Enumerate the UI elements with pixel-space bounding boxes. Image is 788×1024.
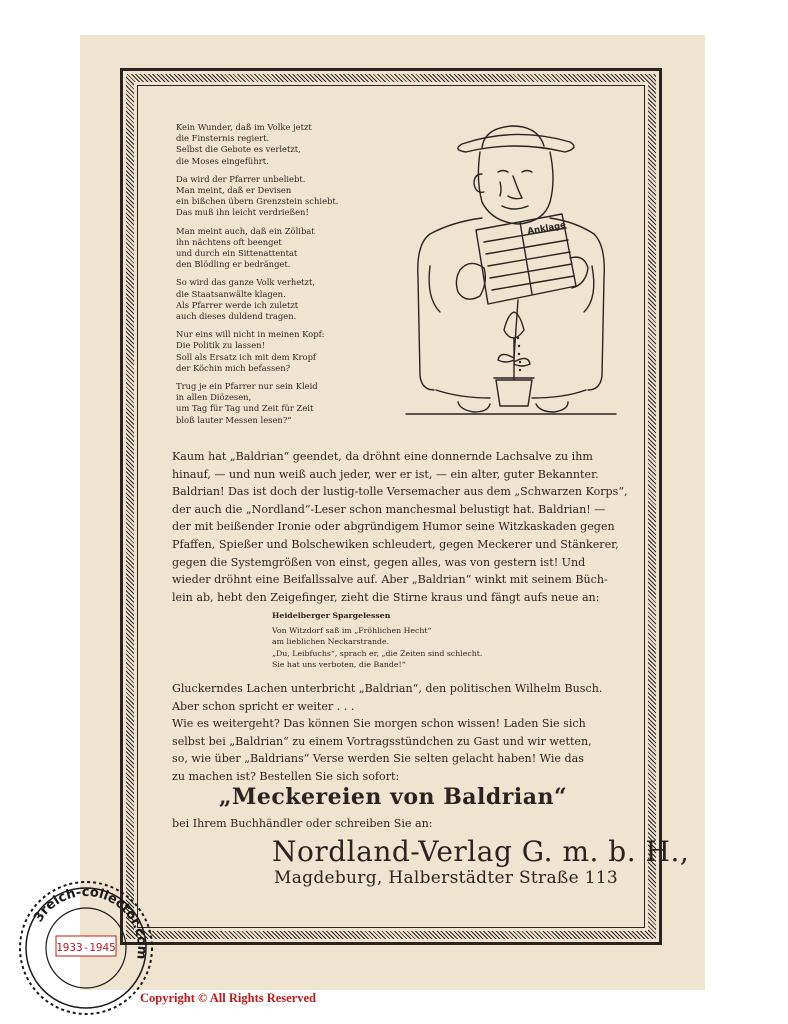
body-line: gegen die Systemgrößen von einst, gegen alles, was von gestern ist! Und [172,555,586,569]
body-text-2 [172,680,610,786]
order-text: bei Ihrem Buchhändler oder schreiben Sie an: [172,817,433,830]
poem-line: So wird das ganze Volk verhetzt, [176,277,315,288]
poem-line: Die Politik zu lassen! [176,340,265,351]
poem-line: den Blödling er bedränget. [176,259,291,270]
poem-stanza [176,381,366,426]
stamp-text: 3reich-collector.com [31,884,150,960]
quote-block [272,610,572,671]
body-line: Gluckerndes Lachen unterbricht „Baldrian“, den politischen Wilhelm Busch. [172,682,603,695]
quote-line: Sie hat uns verboten, die Bande!“ [272,660,406,669]
quote-line: „Du, Leibfuchs“, sprach er, „die Zeiten sind schlecht. [272,648,483,658]
publisher-address: Magdeburg, Halberstädter Straße 113 [274,868,618,888]
body-line: selbst bei „Baldrian“ zu einem Vortragsstündchen zu Gast und wir wetten, [172,734,592,748]
poem-line: ihn nächtens oft beenget [176,236,282,247]
publisher-name: Nordland-Verlag G. m. b. H., [272,835,690,868]
poem-line: die Staatsanwälte klagen. [176,288,286,299]
priest-illustration [400,118,622,420]
poem-line: Als Pfarrer werde ich zuletzt [176,299,299,310]
body-line: Pfaffen, Spießer und Bolschewiken schleudert, gegen Meckerer und Stänkerer, [172,537,619,551]
poem-line: um Tag für Tag und Zeit für Zeit [176,403,314,414]
poem-line: Trug je ein Pfarrer nur sein Kleid [176,381,318,392]
collector-stamp [16,878,156,1018]
newspaper-label: Anklage [526,220,567,237]
poem-line: Da wird der Pfarrer unbeliebt. [176,173,306,184]
quote-line: am lieblichen Neckarstrande. [272,637,390,646]
poem-line: Selbst die Gebote es verletzt, [176,144,301,155]
body-line: wieder dröhnt eine Beifallssalve auf. Aber „Baldrian“ winkt mit seinem Büch- [172,573,608,587]
body-line: Aber schon spricht er weiter . . . [172,699,355,713]
poem-line: Nur eins will nicht in meinen Kopf: [176,329,325,340]
body-line: hinauf, — und nun weiß auch jeder, wer er ist, — ein alter, guter Bekannter. [172,467,599,481]
book-title: „Meckereien von Baldrian“ [218,784,568,810]
body-line: der mit beißender Ironie oder abgründigem Humor seine Witzkaskaden gegen [172,520,615,534]
body-line: Kaum hat „Baldrian“ geendet, da dröhnt eine donnernde Lachsalve zu ihm [172,450,593,463]
stamp-years: 1933-1945 [56,941,116,954]
poem-line: Man meint, daß er Devisen [176,185,292,196]
poem-stanza [176,277,366,322]
body-line: der auch die „Nordland“-Leser schon manchesmal belustigt hat. Baldrian! — [172,502,606,516]
quote-line: Von Witzdorf saß im „Fröhlichen Hecht“ [272,625,432,635]
poem-stanza [176,122,366,167]
quote-lines [272,625,572,671]
poem-line: die Moses eingeführt. [176,155,269,166]
poem-stanza [176,174,366,219]
poem-line: in allen Diözesen, [176,392,252,403]
body-line: zu machen ist? Bestellen Sie sich sofort: [172,769,400,783]
poem-line: bloß lauter Messen lesen?“ [176,414,292,425]
body-line: lein ab, hebt den Zeigefinger, zieht die Stirne kraus und fängt aufs neue an: [172,590,600,604]
body-line: so, wie über „Baldrians“ Verse werden Sie selten gelacht haben! Wie das [172,752,584,766]
poem-line: Man meint auch, daß ein Zölibat [176,225,315,236]
poem-line: Kein Wunder, daß im Volke jetzt [176,122,312,132]
poem [176,122,366,433]
body-line: Baldrian! Das ist doch der lustig-tolle Versemacher aus dem „Schwarzen Korps“, [172,485,628,499]
body-line: Wie es weitergeht? Das können Sie morgen schon wissen! Laden Sie sich [172,717,586,731]
poem-line: der Köchin mich befassen? [176,362,291,373]
poem-stanza [176,226,366,271]
quote-title: Heidelberger Spargelessen [272,611,391,620]
poem-line: auch dieses duldend tragen. [176,311,297,322]
body-text [172,448,628,606]
poem-line: ein bißchen übern Grenzstein schiebt. [176,196,339,207]
poem-stanza [176,329,366,374]
poem-line: Soll als Ersatz ich mit dem Kropf [176,351,317,362]
poem-line: Das muß ihn leicht verdrießen! [176,207,309,218]
poem-line: und durch ein Sittenattentat [176,248,298,259]
poem-line: die Finsternis regiert. [176,133,270,144]
copyright-notice: Copyright © All Rights Reserved [140,991,317,1005]
